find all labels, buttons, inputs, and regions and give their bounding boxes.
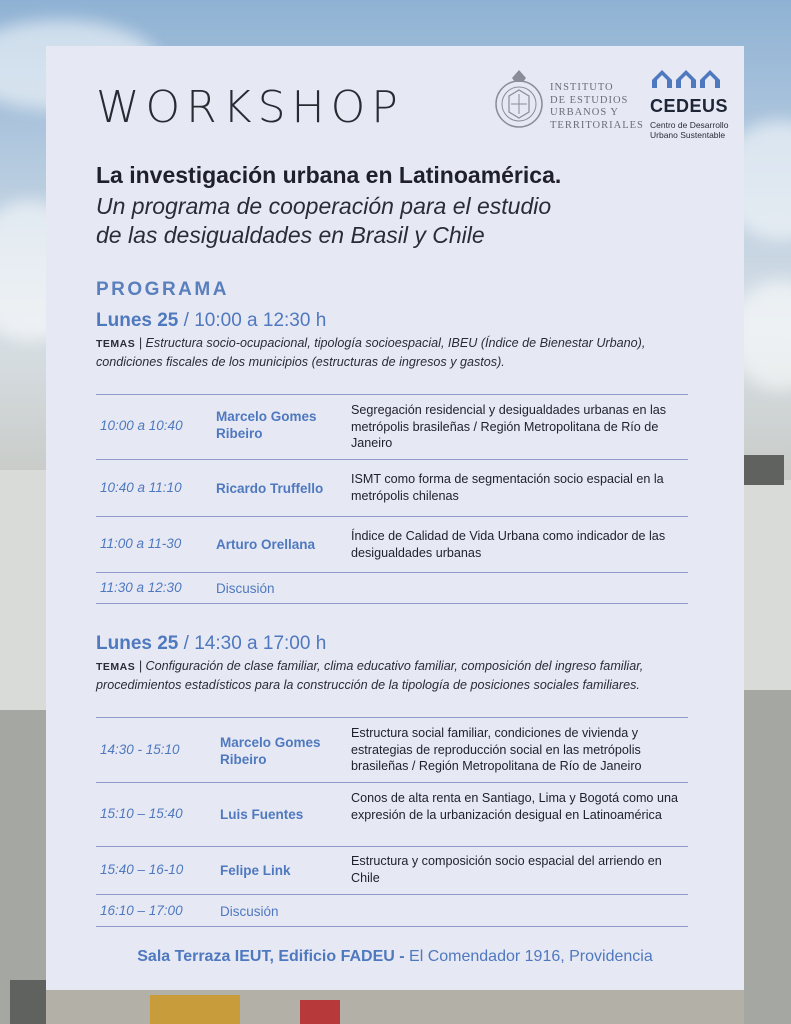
row-topic: Estructura social familiar, condiciones de vivienda y estrategias de reproducción social en las metrópolis brasileñas / Región Metropolitana de Río de Janeiro xyxy=(351,726,642,773)
row-speaker: Luis Fuentes xyxy=(220,807,304,822)
agenda-table xyxy=(96,717,688,927)
row-topic: Conos de alta renta en Santiago, Lima y Bogotá como una expresión de la urbanización desigual en Latinoamérica xyxy=(351,791,678,822)
row-speaker: Discusión xyxy=(220,904,279,919)
houses-icon xyxy=(650,66,722,92)
agenda-table xyxy=(96,394,688,604)
session-day: Lunes 25 xyxy=(96,633,179,654)
row-time: 16:10 – 17:00 xyxy=(100,903,183,918)
row-speaker: Felipe Link xyxy=(220,863,291,878)
table-row xyxy=(96,573,688,604)
session-day: Lunes 25 xyxy=(96,310,179,331)
workshop-heading: WORKSHOP xyxy=(96,82,404,133)
row-time: 10:40 a 11:10 xyxy=(100,480,182,495)
row-speaker: Marcelo Gomes Ribeiro xyxy=(216,409,317,441)
cedeus-sub-line: Centro de Desarrollo xyxy=(650,120,729,130)
venue-name: Sala Terraza IEUT, Edificio FADEU - xyxy=(137,948,405,965)
cedeus-sub-line: Urbano Sustentable xyxy=(650,130,726,140)
temas-text: | Configuración de clase familiar, clima educativo familiar, composición del ingreso familiar, procedimientos estadísticos para la construcción de la tipología de posiciones sociales familiares. xyxy=(96,659,644,692)
row-time: 11:00 a 11-30 xyxy=(100,536,182,551)
programa-heading: PROGRAMA xyxy=(96,279,229,300)
table-row xyxy=(96,460,688,517)
row-time: 15:10 – 15:40 xyxy=(100,806,183,821)
row-topic: Índice de Calidad de Vida Urbana como indicador de las desigualdades urbanas xyxy=(351,529,666,560)
temas-label: TEMAS xyxy=(96,338,136,350)
ieut-line: URBANOS Y xyxy=(550,107,619,118)
row-topic: Segregación residencial y desigualdades urbanas en las metrópolis brasileñas / Región Metropolitana de Río de Janeiro xyxy=(351,403,667,450)
cedeus-subtitle xyxy=(650,120,728,140)
building xyxy=(744,690,791,1024)
row-topic: Estructura y composición socio espacial del arriendo en Chile xyxy=(351,854,662,885)
session-topics xyxy=(96,334,696,371)
table-row xyxy=(96,517,688,573)
row-speaker: Discusión xyxy=(216,581,275,596)
table-row xyxy=(96,783,688,847)
session-heading xyxy=(96,633,326,655)
building xyxy=(10,980,46,1024)
venue-address: El Comendador 1916, Providencia xyxy=(404,948,653,965)
ieut-line: DE ESTUDIOS xyxy=(550,94,629,106)
session-topics xyxy=(96,657,701,694)
table-row xyxy=(96,895,688,927)
university-seal-icon xyxy=(494,66,544,136)
ieut-logo xyxy=(494,66,644,138)
row-time: 10:00 a 10:40 xyxy=(100,418,183,433)
subtitle-line: Un programa de cooperación para el estudio xyxy=(96,193,552,219)
row-time: 11:30 a 12:30 xyxy=(100,580,182,595)
ieut-name xyxy=(550,82,644,132)
row-speaker: Marcelo Gomes Ribeiro xyxy=(220,735,321,767)
row-time: 15:40 – 16-10 xyxy=(100,862,184,877)
row-topic: ISMT como forma de segmentación socio espacial en la metrópolis chilenas xyxy=(351,472,664,503)
building xyxy=(0,710,46,1024)
session-time: / 14:30 a 17:00 h xyxy=(183,633,327,654)
session-time: / 10:00 a 12:30 h xyxy=(183,310,327,331)
building xyxy=(744,455,784,485)
table-row xyxy=(96,847,688,895)
session-heading xyxy=(96,310,326,332)
subtitle-line: de las desigualdades en Brasil y Chile xyxy=(96,222,485,248)
row-speaker: Arturo Orellana xyxy=(216,537,316,552)
row-time: 14:30 - 15:10 xyxy=(100,742,180,757)
building xyxy=(150,995,240,1024)
temas-label: TEMAS xyxy=(96,661,136,673)
cedeus-name: CEDEUS xyxy=(650,96,729,116)
table-row xyxy=(96,718,688,783)
row-speaker: Ricardo Truffello xyxy=(216,481,324,496)
flyer-panel xyxy=(46,46,744,990)
subtitle xyxy=(96,192,551,250)
main-title: La investigación urbana en Latinoamérica. xyxy=(96,162,562,188)
cedeus-logo xyxy=(646,66,729,146)
table-row xyxy=(96,395,688,460)
venue-footer xyxy=(46,948,744,966)
building xyxy=(300,1000,340,1024)
ieut-line: INSTITUTO xyxy=(550,82,614,93)
temas-text: | Estructura socio-ocupacional, tipología socioespacial, IBEU (Índice de Bienestar Urbano), condiciones fiscales de los municipios (estructuras de ingresos y gastos). xyxy=(96,336,646,369)
ieut-line: TERRITORIALES xyxy=(550,119,644,131)
